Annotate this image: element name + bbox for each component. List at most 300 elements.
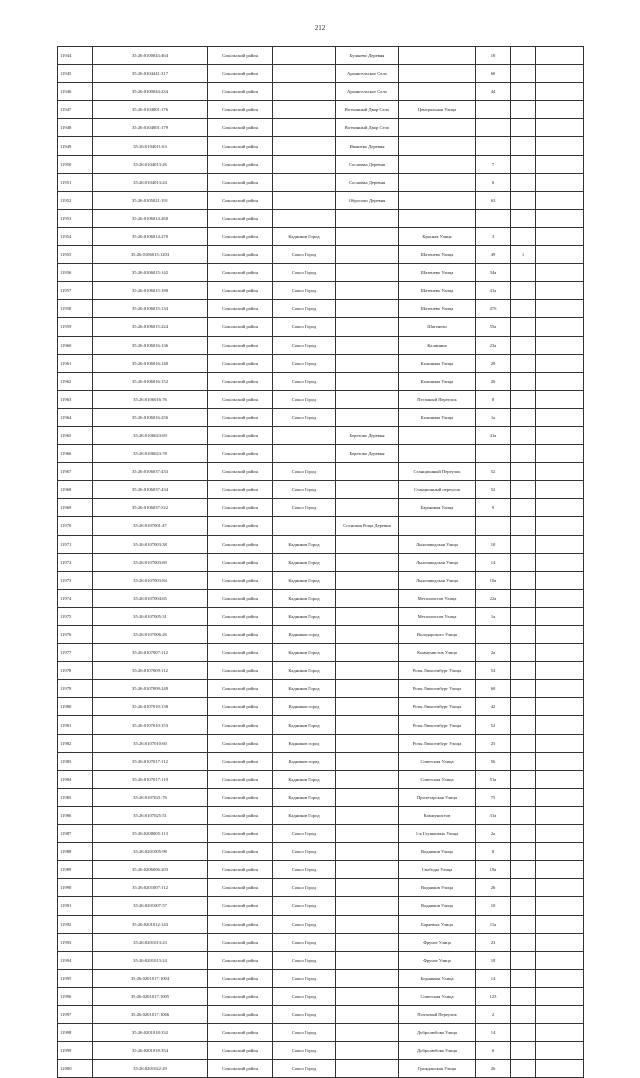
record-number-cell: 11946 <box>58 83 93 101</box>
record-number-cell: 11961 <box>58 354 93 372</box>
district-cell: Сокольский район <box>208 1060 273 1078</box>
cadastral-number-cell: 35:26:0201022:29 <box>93 1060 208 1078</box>
record-number-cell: 11979 <box>58 680 93 698</box>
village-cell: Вотчинный Двор Село <box>336 119 399 137</box>
cadastral-number-cell: 35:26:0107001:47 <box>93 517 208 535</box>
table-row <box>58 644 584 662</box>
building-number-cell <box>511 716 536 734</box>
street-cell: Льнозаводская Улица <box>399 535 476 553</box>
district-cell: Сокольский район <box>208 897 273 915</box>
city-cell: Сокол Город <box>273 987 336 1005</box>
city-cell: Сокол Город <box>273 282 336 300</box>
extra-cell <box>536 426 584 444</box>
building-number-cell <box>511 897 536 915</box>
village-cell <box>336 318 399 336</box>
village-cell <box>336 246 399 264</box>
village-cell <box>336 680 399 698</box>
extra-cell <box>536 1060 584 1078</box>
district-cell: Сокольский район <box>208 282 273 300</box>
street-cell: Калинина Улица <box>399 372 476 390</box>
city-cell: Сокол Город <box>273 1042 336 1060</box>
cadastral-number-cell: 35:26:0201013:23 <box>93 933 208 951</box>
city-cell <box>273 119 336 137</box>
building-number-cell <box>511 987 536 1005</box>
house-number-cell: 54 <box>476 662 511 680</box>
cadastral-number-cell: 35:26:0106016:140 <box>93 354 208 372</box>
village-cell: Архангельское Село <box>336 83 399 101</box>
building-number-cell <box>511 227 536 245</box>
cadastral-number-cell: 35:26:0107010:153 <box>93 716 208 734</box>
house-number-cell: 10 <box>476 897 511 915</box>
extra-cell <box>536 246 584 264</box>
record-number-cell: 11967 <box>58 463 93 481</box>
cadastral-number-cell: 35:26:0106015:224 <box>93 318 208 336</box>
street-cell: Льнозаводская Улица <box>399 553 476 571</box>
extra-cell <box>536 47 584 65</box>
district-cell: Сокольский район <box>208 408 273 426</box>
village-cell <box>336 1024 399 1042</box>
record-number-cell: 11995 <box>58 969 93 987</box>
city-cell: Кадников Город <box>273 806 336 824</box>
table-row <box>58 770 584 788</box>
house-number-cell: 63 <box>476 191 511 209</box>
city-cell <box>273 209 336 227</box>
cadastral-number-cell: 35:26:0201017:1066 <box>93 1005 208 1023</box>
house-number-cell: 60 <box>476 65 511 83</box>
house-number-cell: 34а <box>476 264 511 282</box>
cadastral-number-cell: 35:26:0201007:112 <box>93 879 208 897</box>
building-number-cell <box>511 65 536 83</box>
district-cell: Сокольский район <box>208 426 273 444</box>
building-number-cell <box>511 209 536 227</box>
house-number-cell: 51а <box>476 770 511 788</box>
table-row <box>58 825 584 843</box>
street-cell: Калинина Улица <box>399 354 476 372</box>
village-cell <box>336 1060 399 1078</box>
village-cell <box>336 463 399 481</box>
street-cell: Шатенево <box>399 318 476 336</box>
house-number-cell: 18 <box>476 951 511 969</box>
district-cell: Сокольский район <box>208 788 273 806</box>
village-cell <box>336 408 399 426</box>
city-cell: Кадников Город <box>273 535 336 553</box>
record-number-cell: 11999 <box>58 1042 93 1060</box>
table-row <box>58 752 584 770</box>
district-cell: Сокольский район <box>208 372 273 390</box>
street-cell: Розы Люксембург Улица <box>399 716 476 734</box>
record-number-cell: 11997 <box>58 1005 93 1023</box>
extra-cell <box>536 861 584 879</box>
building-number-cell <box>511 101 536 119</box>
district-cell: Сокольский район <box>208 969 273 987</box>
village-cell <box>336 481 399 499</box>
street-cell <box>399 445 476 463</box>
extra-cell <box>536 752 584 770</box>
building-number-cell: 1 <box>511 246 536 264</box>
street-cell: Советская Улица <box>399 987 476 1005</box>
building-number-cell <box>511 83 536 101</box>
building-number-cell <box>511 481 536 499</box>
village-cell <box>336 752 399 770</box>
building-number-cell <box>511 372 536 390</box>
extra-cell <box>536 137 584 155</box>
table-row <box>58 951 584 969</box>
district-cell: Сокольский район <box>208 65 273 83</box>
extra-cell <box>536 445 584 463</box>
city-cell: Сокол Город <box>273 915 336 933</box>
building-number-cell <box>511 607 536 625</box>
extra-cell <box>536 463 584 481</box>
district-cell: Сокольский район <box>208 246 273 264</box>
cadastral-number-cell: 35:26:0106023:78 <box>93 445 208 463</box>
cadastral-number-cell: 35:26:0106015:1203 <box>93 246 208 264</box>
city-cell: Сокол Город <box>273 463 336 481</box>
extra-cell <box>536 173 584 191</box>
city-cell: Сокол Город <box>273 1060 336 1078</box>
village-cell <box>336 282 399 300</box>
district-cell: Сокольский район <box>208 1042 273 1060</box>
cadastral-number-cell: 35:26:0107007:112 <box>93 644 208 662</box>
village-cell <box>336 969 399 987</box>
building-number-cell <box>511 264 536 282</box>
district-cell: Сокольский район <box>208 589 273 607</box>
building-number-cell <box>511 47 536 65</box>
house-number-cell: 22а <box>476 589 511 607</box>
street-cell: Пролетарская Улица <box>399 788 476 806</box>
village-cell <box>336 354 399 372</box>
table-row <box>58 481 584 499</box>
record-number-cell: 11973 <box>58 571 93 589</box>
record-number-cell: 11948 <box>58 119 93 137</box>
record-number-cell: 11950 <box>58 155 93 173</box>
table-row <box>58 806 584 824</box>
extra-cell <box>536 209 584 227</box>
extra-cell <box>536 806 584 824</box>
record-number-cell: 11956 <box>58 264 93 282</box>
city-cell <box>273 426 336 444</box>
cadastral-number-cell: 35:26:0106037:522 <box>93 499 208 517</box>
street-cell <box>399 83 476 101</box>
cadastral-number-cell: 35:26:0106016:152 <box>93 372 208 390</box>
district-cell: Сокольский район <box>208 47 273 65</box>
building-number-cell <box>511 571 536 589</box>
street-cell: Коммунистов <box>399 806 476 824</box>
house-number-cell: 10 <box>476 47 511 65</box>
extra-cell <box>536 1005 584 1023</box>
cadastral-number-cell: 35:26:0201018:332 <box>93 1024 208 1042</box>
city-cell <box>273 517 336 535</box>
district-cell: Сокольский район <box>208 191 273 209</box>
street-cell: Бараковая Улица <box>399 499 476 517</box>
extra-cell <box>536 915 584 933</box>
record-number-cell: 11982 <box>58 734 93 752</box>
village-cell <box>336 607 399 625</box>
street-cell: Советская Улица <box>399 770 476 788</box>
district-cell: Сокольский район <box>208 861 273 879</box>
record-number-cell: 11972 <box>58 553 93 571</box>
table-row <box>58 318 584 336</box>
village-cell <box>336 879 399 897</box>
building-number-cell <box>511 1060 536 1078</box>
street-cell <box>399 65 476 83</box>
table-row <box>58 716 584 734</box>
house-number-cell: 25 <box>476 734 511 752</box>
record-number-cell: 11976 <box>58 626 93 644</box>
building-number-cell <box>511 390 536 408</box>
building-number-cell <box>511 463 536 481</box>
table-row <box>58 987 584 1005</box>
cadastral-number-cell: 35:26:0107003:84 <box>93 571 208 589</box>
district-cell: Сокольский район <box>208 101 273 119</box>
cadastral-number-cell: 35:26:0104441:317 <box>93 65 208 83</box>
building-number-cell <box>511 734 536 752</box>
street-cell: Беднякова Улица <box>399 969 476 987</box>
table-row <box>58 662 584 680</box>
district-cell: Сокольский район <box>208 300 273 318</box>
house-number-cell: 26 <box>476 372 511 390</box>
house-number-cell: 56 <box>476 752 511 770</box>
extra-cell <box>536 607 584 625</box>
building-number-cell <box>511 282 536 300</box>
district-cell: Сокольский район <box>208 915 273 933</box>
city-cell: Кадников Город <box>273 553 336 571</box>
table-row <box>58 65 584 83</box>
extra-cell <box>536 933 584 951</box>
street-cell: Шатенево Улица <box>399 300 476 318</box>
building-number-cell <box>511 680 536 698</box>
record-number-cell: 11960 <box>58 336 93 354</box>
building-number-cell <box>511 825 536 843</box>
house-number-cell: 42 <box>476 698 511 716</box>
village-cell <box>336 861 399 879</box>
house-number-cell: 2а <box>476 644 511 662</box>
building-number-cell <box>511 933 536 951</box>
cadastral-number-cell: 35:26:0106014:260 <box>93 209 208 227</box>
table-row <box>58 155 584 173</box>
building-number-cell <box>511 626 536 644</box>
district-cell: Сокольский район <box>208 607 273 625</box>
extra-cell <box>536 318 584 336</box>
city-cell: Сокол Город <box>273 843 336 861</box>
record-number-cell: 11974 <box>58 589 93 607</box>
table-row <box>58 843 584 861</box>
extra-cell <box>536 897 584 915</box>
table-row <box>58 1024 584 1042</box>
building-number-cell <box>511 806 536 824</box>
table-row <box>58 445 584 463</box>
district-cell: Сокольский район <box>208 517 273 535</box>
house-number-cell <box>476 137 511 155</box>
cadastral-number-cell: 35:26:0104013:26 <box>93 155 208 173</box>
street-cell: Станционный Переулок <box>399 463 476 481</box>
cadastral-number-cell: 35:26:0106016:256 <box>93 408 208 426</box>
building-number-cell <box>511 1005 536 1023</box>
table-row <box>58 879 584 897</box>
table-row <box>58 282 584 300</box>
cadastral-number-cell: 35:26:0107017:119 <box>93 770 208 788</box>
table-row <box>58 83 584 101</box>
building-number-cell <box>511 1024 536 1042</box>
table-row <box>58 191 584 209</box>
house-number-cell <box>476 101 511 119</box>
cadastral-number-cell: 35:26:0206006:203 <box>93 861 208 879</box>
village-cell <box>336 1005 399 1023</box>
street-cell: Песчаный Переулок <box>399 390 476 408</box>
house-number-cell <box>476 517 511 535</box>
village-cell <box>336 227 399 245</box>
village-cell <box>336 770 399 788</box>
city-cell: Сокол Город <box>273 861 336 879</box>
table-row <box>58 227 584 245</box>
cadastral-number-cell: 35:26:0100043:464 <box>93 47 208 65</box>
street-cell: Розы Люксембург Улица <box>399 698 476 716</box>
street-cell: Калинина Улица <box>399 408 476 426</box>
building-number-cell <box>511 336 536 354</box>
table-row <box>58 173 584 191</box>
district-cell: Сокольский район <box>208 264 273 282</box>
city-cell: Сокол Город <box>273 951 336 969</box>
table-row <box>58 137 584 155</box>
extra-cell <box>536 408 584 426</box>
village-cell <box>336 390 399 408</box>
building-number-cell <box>511 426 536 444</box>
table-row <box>58 1042 584 1060</box>
city-cell: Кадников Город <box>273 662 336 680</box>
table-row <box>58 535 584 553</box>
house-number-cell: 11а <box>476 915 511 933</box>
house-number-cell: 52 <box>476 716 511 734</box>
district-cell: Сокольский район <box>208 806 273 824</box>
record-number-cell: 11994 <box>58 951 93 969</box>
house-number-cell: 8 <box>476 843 511 861</box>
record-number-cell: 11980 <box>58 698 93 716</box>
district-cell: Сокольский район <box>208 463 273 481</box>
cadastral-number-cell: 35:26:0106037:433 <box>93 463 208 481</box>
table-row <box>58 499 584 517</box>
street-cell: Розы Люксембург Улица <box>399 662 476 680</box>
district-cell: Сокольский район <box>208 227 273 245</box>
cadastral-number-cell: 35:26:0107009:112 <box>93 662 208 680</box>
village-cell <box>336 987 399 1005</box>
house-number-cell: 41а <box>476 282 511 300</box>
record-number-cell: 11977 <box>58 644 93 662</box>
city-cell: Кадников Город <box>273 644 336 662</box>
record-number-cell: 11992 <box>58 915 93 933</box>
record-number-cell: 11987 <box>58 825 93 843</box>
table-row <box>58 626 584 644</box>
table-row <box>58 1005 584 1023</box>
village-cell <box>336 535 399 553</box>
record-number-cell: 11963 <box>58 390 93 408</box>
city-cell <box>273 101 336 119</box>
cadastral-number-cell: 35:26:0104013:24 <box>93 173 208 191</box>
table-row <box>58 336 584 354</box>
village-cell: Березово Деревня <box>336 426 399 444</box>
cadastral-number-cell: 35:26:0201017:1004 <box>93 969 208 987</box>
house-number-cell: 75 <box>476 788 511 806</box>
street-cell: Водников Улица <box>399 843 476 861</box>
city-cell: Сокол Город <box>273 372 336 390</box>
table-row <box>58 300 584 318</box>
table-row <box>58 426 584 444</box>
house-number-cell: 8 <box>476 390 511 408</box>
district-cell: Сокольский район <box>208 390 273 408</box>
building-number-cell <box>511 445 536 463</box>
cadastral-number-cell: 35:26:0106014:270 <box>93 227 208 245</box>
table-row <box>58 1060 584 1078</box>
table-row <box>58 372 584 390</box>
building-number-cell <box>511 354 536 372</box>
house-number-cell: 123 <box>476 987 511 1005</box>
street-cell <box>399 517 476 535</box>
city-cell: Сокол Город <box>273 1005 336 1023</box>
district-cell: Сокольский район <box>208 336 273 354</box>
house-number-cell: 1а <box>476 607 511 625</box>
cadastral-number-cell: 35:26:0107005:31 <box>93 607 208 625</box>
city-cell <box>273 173 336 191</box>
street-cell <box>399 155 476 173</box>
village-cell: Березово Деревня <box>336 445 399 463</box>
house-number-cell: 52 <box>476 463 511 481</box>
district-cell: Сокольский район <box>208 119 273 137</box>
city-cell: Кадников Город <box>273 227 336 245</box>
record-number-cell: 11957 <box>58 282 93 300</box>
extra-cell <box>536 191 584 209</box>
table-row <box>58 354 584 372</box>
house-number-cell: 60 <box>476 680 511 698</box>
record-number-cell: 11947 <box>58 101 93 119</box>
extra-cell <box>536 1024 584 1042</box>
village-cell <box>336 788 399 806</box>
village-cell <box>336 264 399 282</box>
district-cell: Сокольский район <box>208 662 273 680</box>
house-number-cell: 2а <box>476 825 511 843</box>
extra-cell <box>536 680 584 698</box>
house-number-cell: 10а <box>476 571 511 589</box>
extra-cell <box>536 734 584 752</box>
cadastral-number-cell: 35:26:0201007:57 <box>93 897 208 915</box>
building-number-cell <box>511 1042 536 1060</box>
extra-cell <box>536 969 584 987</box>
village-cell <box>336 897 399 915</box>
building-number-cell <box>511 517 536 535</box>
district-cell: Сокольский район <box>208 644 273 662</box>
house-number-cell: 14 <box>476 553 511 571</box>
district-cell: Сокольский район <box>208 843 273 861</box>
extra-cell <box>536 264 584 282</box>
village-cell <box>336 951 399 969</box>
cadastral-number-cell: 35:26:0200005:113 <box>93 825 208 843</box>
district-cell: Сокольский район <box>208 318 273 336</box>
table-row <box>58 897 584 915</box>
city-cell: Сокол Город <box>273 318 336 336</box>
table-row <box>58 788 584 806</box>
extra-cell <box>536 65 584 83</box>
table-row <box>58 607 584 625</box>
record-number-cell: 11990 <box>58 879 93 897</box>
city-cell <box>273 83 336 101</box>
table-row <box>58 246 584 264</box>
building-number-cell <box>511 119 536 137</box>
village-cell <box>336 662 399 680</box>
city-cell: Кадников город <box>273 752 336 770</box>
cadastral-number-cell: 35:26:0201005:98 <box>93 843 208 861</box>
district-cell: Сокольский район <box>208 553 273 571</box>
village-cell <box>336 933 399 951</box>
street-cell <box>399 426 476 444</box>
house-number-cell: 49 <box>476 246 511 264</box>
building-number-cell <box>511 300 536 318</box>
